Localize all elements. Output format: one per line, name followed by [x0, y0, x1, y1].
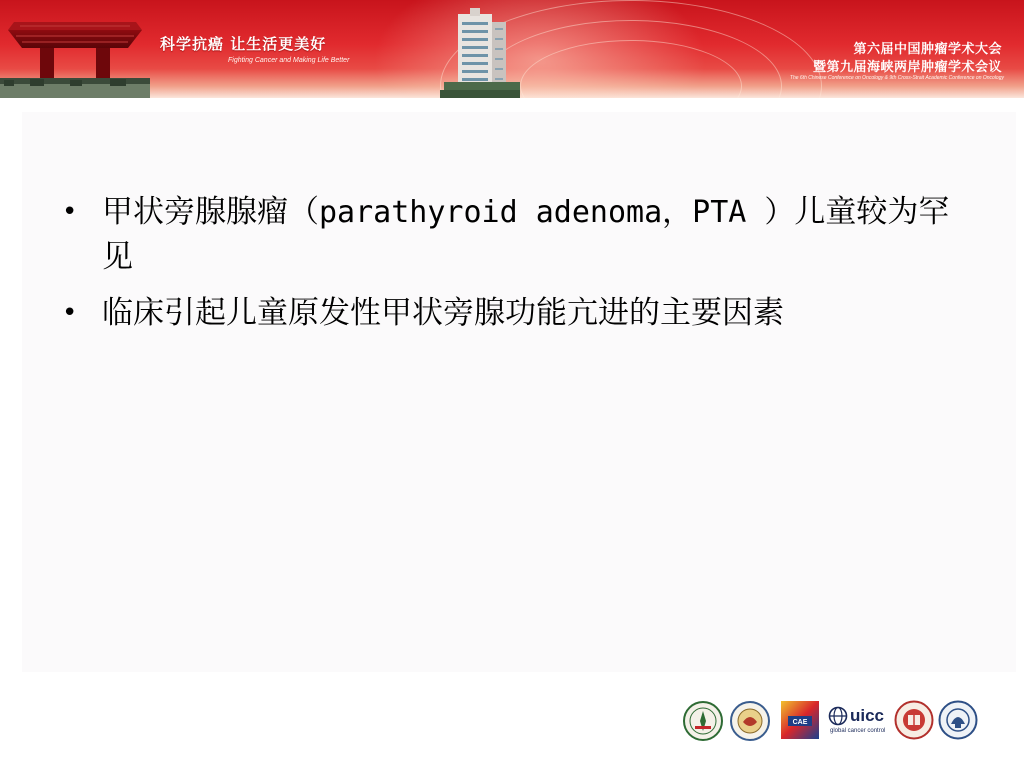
bullet-item — [56, 190, 966, 279]
bullet-marker: • — [62, 298, 78, 328]
bullet-text: 临床引起儿童原发性甲状旁腺功能亢进的主要因素 — [102, 295, 784, 331]
conference-title-line2: 暨第九届海峡两岸肿瘤学术会议 — [812, 60, 1002, 75]
bullet-text-latin: parathyroid adenoma，PTA ） — [319, 195, 795, 230]
cae-logo-icon — [780, 700, 820, 740]
association-seal-icon — [729, 700, 771, 742]
bullet-marker: • — [62, 197, 78, 227]
conference-title-line1: 第六届中国肿瘤学术大会 — [853, 42, 1002, 57]
hospital-building-icon — [440, 8, 520, 98]
bullet-item — [56, 291, 966, 335]
slogan-english: Fighting Cancer and Making Life Better — [228, 57, 350, 64]
slogan-chinese: 科学抗癌 让生活更美好 — [160, 35, 327, 53]
institute-seal-icon — [938, 700, 978, 740]
uicc-logo — [828, 700, 890, 742]
uicc-label: uicc — [850, 706, 885, 725]
society-seal-icon — [682, 700, 724, 742]
china-pavilion-icon — [0, 0, 150, 98]
bullet-text: 甲状旁腺腺瘤（ — [102, 194, 319, 230]
header-banner — [0, 0, 1024, 98]
university-seal-icon — [894, 700, 934, 740]
uicc-globe-icon — [828, 706, 848, 726]
uicc-subtitle: global cancer control — [830, 728, 886, 734]
conference-title-english: The 6th Chinese Conference on Oncology & 9th Cross-Strait Academic Conference on Oncology — [789, 75, 1004, 81]
bullet-text-suffix: 儿童较为罕见 — [102, 194, 950, 275]
bullet-list — [56, 190, 966, 347]
footer-logos — [682, 700, 978, 746]
svg-text:CAE: CAE — [792, 719, 808, 726]
